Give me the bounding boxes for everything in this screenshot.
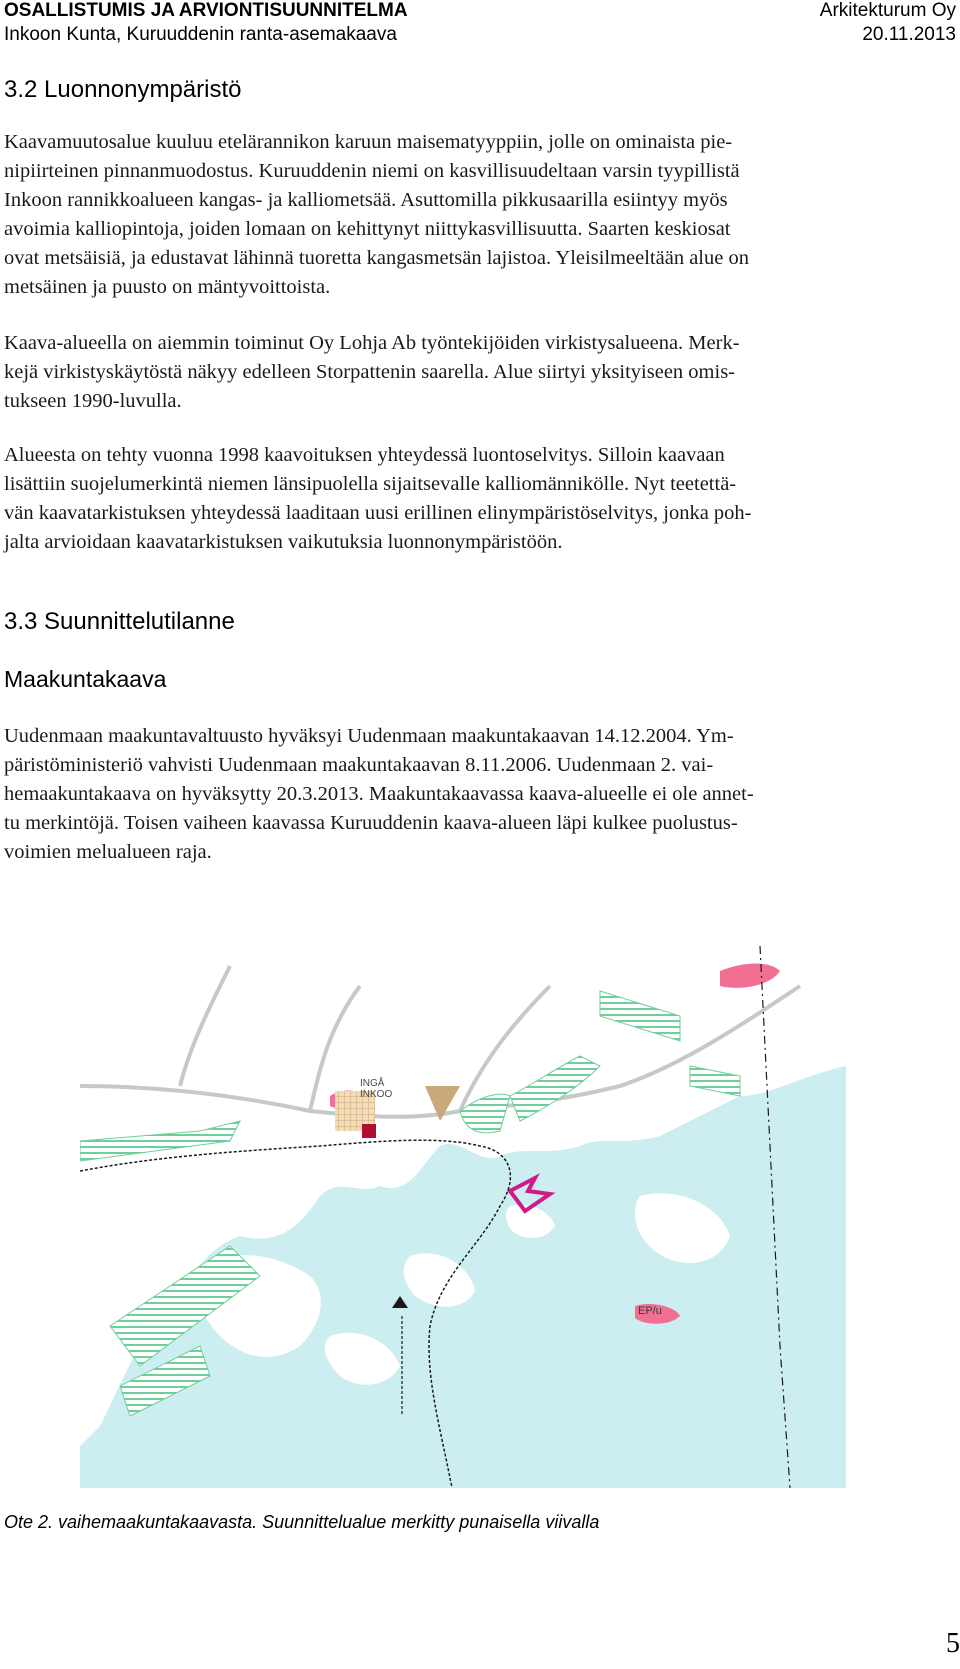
paragraph bbox=[4, 329, 924, 416]
header-row-1 bbox=[4, 0, 956, 24]
section-heading-3-2: 3.2 Luonnonympäristö bbox=[4, 76, 242, 103]
paragraph bbox=[4, 128, 924, 302]
figure-caption: Ote 2. vaihemaakuntakaavasta. Suunnittelualue merkitty punaisella viivalla bbox=[4, 1512, 600, 1532]
regional-plan-map bbox=[80, 946, 846, 1488]
town-label: INGÅ INKOO bbox=[360, 1078, 393, 1100]
paragraph-line: jalta arvioidaan kaavatarkistuksen vaikutuksia luonnonympäristöön. bbox=[4, 531, 563, 553]
paragraph-line: nipiirteinen pinnanmuodostus. Kuruuddenin niemi on kasvillisuudeltaan varsin tyypillistä bbox=[4, 160, 740, 182]
town-center bbox=[362, 1124, 376, 1138]
paragraph-line: päristöministeriö vahvisti Uudenmaan maakuntakaavan 8.11.2006. Uudenmaan 2. vai- bbox=[4, 754, 714, 776]
paragraph-line: kejä virkistyskäytöstä näkyy edelleen Storpattenin saarella. Alue siirtyi yksityiseen omis- bbox=[4, 361, 736, 383]
paragraph-line: voimien melualueen raja. bbox=[4, 841, 212, 863]
project-name: Inkoon Kunta, Kuruuddenin ranta-asemakaava bbox=[4, 24, 397, 45]
paragraph-line: vän kaavatarkistuksen yhteydessä laaditaan uusi erillinen elinympäristöselvitys, jonka poh- bbox=[4, 502, 752, 524]
paragraph bbox=[4, 722, 924, 867]
subheading-maakuntakaava: Maakuntakaava bbox=[4, 666, 167, 692]
paragraph-line: metsäinen ja puusto on mäntyvoittoista. bbox=[4, 276, 331, 298]
document-date: 20.11.2013 bbox=[862, 24, 956, 45]
company-name: Arkitekturum Oy bbox=[819, 0, 956, 21]
paragraph-line: ovat metsäisiä, ja edustavat lähinnä tuoretta kangasmetsän lajistoa. Yleisilmeeltään alue on bbox=[4, 247, 749, 269]
header-row-2 bbox=[4, 24, 956, 48]
paragraph-line: tu merkintöjä. Toisen vaiheen kaavassa Kuruuddenin kaava-alueen läpi kulkee puolustus- bbox=[4, 812, 738, 834]
paragraph-line: Kaavamuutosalue kuuluu etelärannikon karuun maisematyyppiin, jolle on ominaista pie- bbox=[4, 131, 733, 153]
paragraph-line: Alueesta on tehty vuonna 1998 kaavoituksen yhteydessä luontoselvitys. Silloin kaavaan bbox=[4, 444, 725, 466]
paragraph-line: tukseen 1990-luvulla. bbox=[4, 390, 182, 412]
paragraph-line: avoimia kalliopintoja, joiden lomaan on kehittynyt niittykasvillisuutta. Saarten keskiosat bbox=[4, 218, 731, 240]
document-title: OSALLISTUMIS JA ARVIONTISUUNNITELMA bbox=[4, 0, 408, 21]
paragraph-line: hemaakuntakaava on hyväksytty 20.3.2013. Maakuntakaavassa kaava-alueelle ei ole annet- bbox=[4, 783, 754, 805]
page-number: 5 bbox=[946, 1628, 960, 1659]
paragraph-line: Uudenmaan maakuntavaltuusto hyväksyi Uudenmaan maakuntakaavan 14.12.2004. Ym- bbox=[4, 725, 734, 747]
paragraph-line: Inkoon rannikkoalueen kangas- ja kalliometsää. Asuttomilla pikkusaarilla esiintyy myös bbox=[4, 189, 728, 211]
paragraph-line: lisättiin suojelumerkintä niemen länsipuolella sijaitsevalle kalliomännikölle. Nyt teetettä- bbox=[4, 473, 737, 495]
paragraph-line: Kaava-alueella on aiemmin toiminut Oy Lohja Ab työntekijöiden virkistysalueena. Merk- bbox=[4, 332, 740, 354]
paragraph bbox=[4, 441, 924, 557]
zone-label-ep-u: EP/u bbox=[638, 1305, 662, 1317]
section-heading-3-3: 3.3 Suunnittelutilanne bbox=[4, 608, 235, 635]
